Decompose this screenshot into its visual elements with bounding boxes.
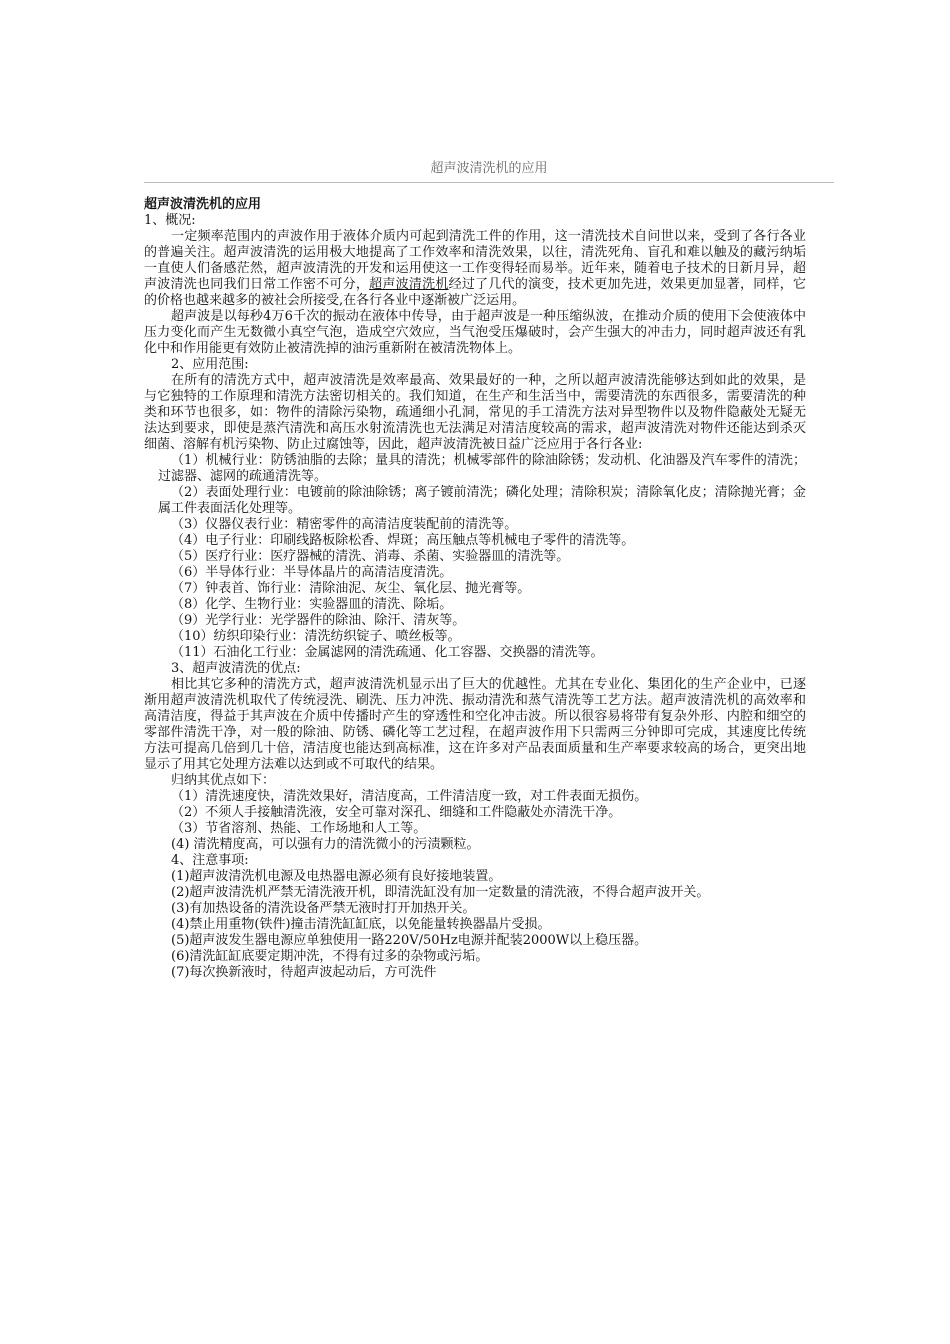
list-item: （2）不须人手接触清洗液，安全可靠对深孔、细缝和工件隐蔽处亦清洗干净。 bbox=[171, 805, 622, 820]
list-item: （1）清洗速度快，清洗效果好，清洁度高，工件清洁度一致，对工件表面无损伤。 bbox=[171, 789, 648, 804]
list-item: (2)超声波清洗机严禁无清洗液开机，即清洗缸没有加一定数量的清洗液，不得合超声波开关。 bbox=[171, 885, 710, 900]
list-item: (4)禁止用重物(铁件)撞击清洗缸缸底，以免能量转换器晶片受损。 bbox=[171, 917, 551, 932]
document-body bbox=[144, 197, 806, 981]
list-item: (4) 清洗精度高，可以强有力的清洗微小的污渍颗粒。 bbox=[171, 837, 480, 852]
list-item: （11）石油化工行业：金属滤网的清洗疏通、化工容器、交换器的清洗等。 bbox=[171, 645, 604, 660]
list-item: （1）机械行业：防锈油脂的去除；量具的清洗；机械零部件的除油除锈；发动机、化油器及汽车零件的清洗；过滤器、滤网的疏通清洗等。 bbox=[158, 453, 806, 484]
paragraph-text: 一定频率范围内的声波作用于液体介质内可起到清洗工件的作用，这一清洗技术自问世以来，受到了各行各业的普遍关注。超声波清洗的运用极大地提高了工作效率和清洗效果，以往，清洗死角、盲孔和难以触及的藏污纳垢一直使人们备感茫然，超声波清洗的开发和运用使这一工作变得轻而易举。近年来，随着电子技术的日新月异，超声波清洗也同我们日常工作密不可分， bbox=[144, 229, 806, 292]
section-2-heading: 2、应用范围: bbox=[171, 357, 249, 372]
list-item: (3)有加热设备的清洗设备严禁无液时打开加热开关。 bbox=[171, 901, 476, 916]
list-item: （2）表面处理行业：电镀前的除油除锈；离子镀前清洗；磷化处理；清除积炭；清除氧化皮；清除抛光膏；金属工件表面活化处理等。 bbox=[158, 485, 806, 516]
page-header-title: 超声波清洗机的应用 bbox=[430, 161, 548, 176]
section-1-paragraph-2: 超声波是以每秒4万6千次的振动在液体中传导，由于超声波是一种压缩纵波，在推动介质的使用下会使液体中压力变化而产生无数微小真空气泡，造成空穴效应，当气泡受压爆破时，会产生强大的冲击力，同时超声波还有乳化中和作用能更有效防止被清洗掉的油污重新附在被清洗物体上。 bbox=[144, 309, 806, 356]
section-3-paragraph: 相比其它多种的清洗方式，超声波清洗机显示出了巨大的优越性。尤其在专业化、集团化的生产企业中，已逐渐用超声波清洗机取代了传统浸洗、刷洗、压力冲洗、振动清洗和蒸气清洗等工艺方法。超声波清洗机的高效率和高清洁度，得益于其声波在介质中传播时产生的穿透性和空化冲击波。所以很容易将带有复杂外形、内腔和细空的零部件清洗干净，对一般的除油、防锈、磷化等工艺过程，在超声波作用下只需两三分钟即可完成，其速度比传统方法可提高几倍到几十倍，清洁度也能达到高标准，这在许多对产品表面质量和生产率要求较高的场合，更突出地显示了用其它处理方法难以达到或不可取代的结果。 bbox=[144, 677, 806, 772]
list-item: （6）半导体行业：半导体晶片的高清洁度清洗。 bbox=[171, 565, 453, 580]
section-3-heading: 3、超声波清洗的优点: bbox=[171, 661, 301, 676]
list-item: (6)清洗缸缸底要定期冲洗，不得有过多的杂物或污垢。 bbox=[171, 949, 489, 964]
list-item: （3）仪器仪表行业：精密零件的高清洁度装配前的清洗等。 bbox=[171, 517, 518, 532]
header-divider bbox=[144, 182, 834, 183]
list-item: （4）电子行业：印刷线路板除松香、焊斑；高压触点等机械电子零件的清洗等。 bbox=[171, 533, 635, 548]
paragraph-text: 经过了几代的演变，技术更加先进，效果更加显著，同样，它的价格也越来越多的被社会所接受,在各行各业中逐渐被广泛运用。 bbox=[144, 277, 806, 308]
section-2-paragraph: 在所有的清洗方式中，超声波清洗是效率最高、效果最好的一种，之所以超声波清洗能够达到如此的效果，是与它独特的工作原理和清洗方法密切相关的。我们知道，在生产和生活当中，需要清洗的东西很多，需要清洗的种类和环节也很多，如：物件的清除污染物，疏通细小孔洞，常见的手工清洗方法对异型物件以及物件隐蔽处无疑无法达到要求，即使是蒸汽清洗和高压水射流清洗也无法满足对清洁度较高的需求，超声波清洗对物件还能达到杀灭细菌、溶解有机污染物、防止过腐蚀等，因此，超声波清洗被日益广泛应用于各行各业: bbox=[144, 373, 806, 452]
section-1-paragraph-1 bbox=[144, 229, 806, 309]
list-item: （5）医疗行业：医疗器械的清洗、消毒、杀菌、实验器皿的清洗等。 bbox=[171, 549, 570, 564]
list-item: （3）节省溶剂、热能、工作场地和人工等。 bbox=[171, 821, 427, 836]
section-1-heading: 1、概况: bbox=[144, 213, 196, 228]
section-3-summary: 归纳其优点如下： bbox=[171, 773, 276, 788]
ultrasonic-cleaner-link[interactable]: 超声波清洗机 bbox=[369, 277, 449, 292]
list-item: （8）化学、生物行业：实验器皿的清洗、除垢。 bbox=[171, 597, 453, 612]
list-item: (7)每次换新液时，待超声波起动后，方可洗件 bbox=[171, 965, 437, 980]
list-item: (5)超声波发生器电源应单独使用一路220V/50Hz电源并配装2000W以上稳压器。 bbox=[171, 933, 648, 948]
list-item: （10）纺织印染行业：清洗纺织锭子、喷丝板等。 bbox=[171, 629, 461, 644]
list-item: （9）光学行业：光学器件的除油、除汗、清灰等。 bbox=[171, 613, 466, 628]
document-title: 超声波清洗机的应用 bbox=[144, 197, 262, 212]
list-item: （7）钟表首、饰行业：清除油泥、灰尘、氧化层、抛光膏等。 bbox=[171, 581, 531, 596]
list-item: (1)超声波清洗机电源及电热器电源必须有良好接地装置。 bbox=[171, 869, 502, 884]
section-4-heading: 4、注意事项: bbox=[171, 853, 249, 868]
